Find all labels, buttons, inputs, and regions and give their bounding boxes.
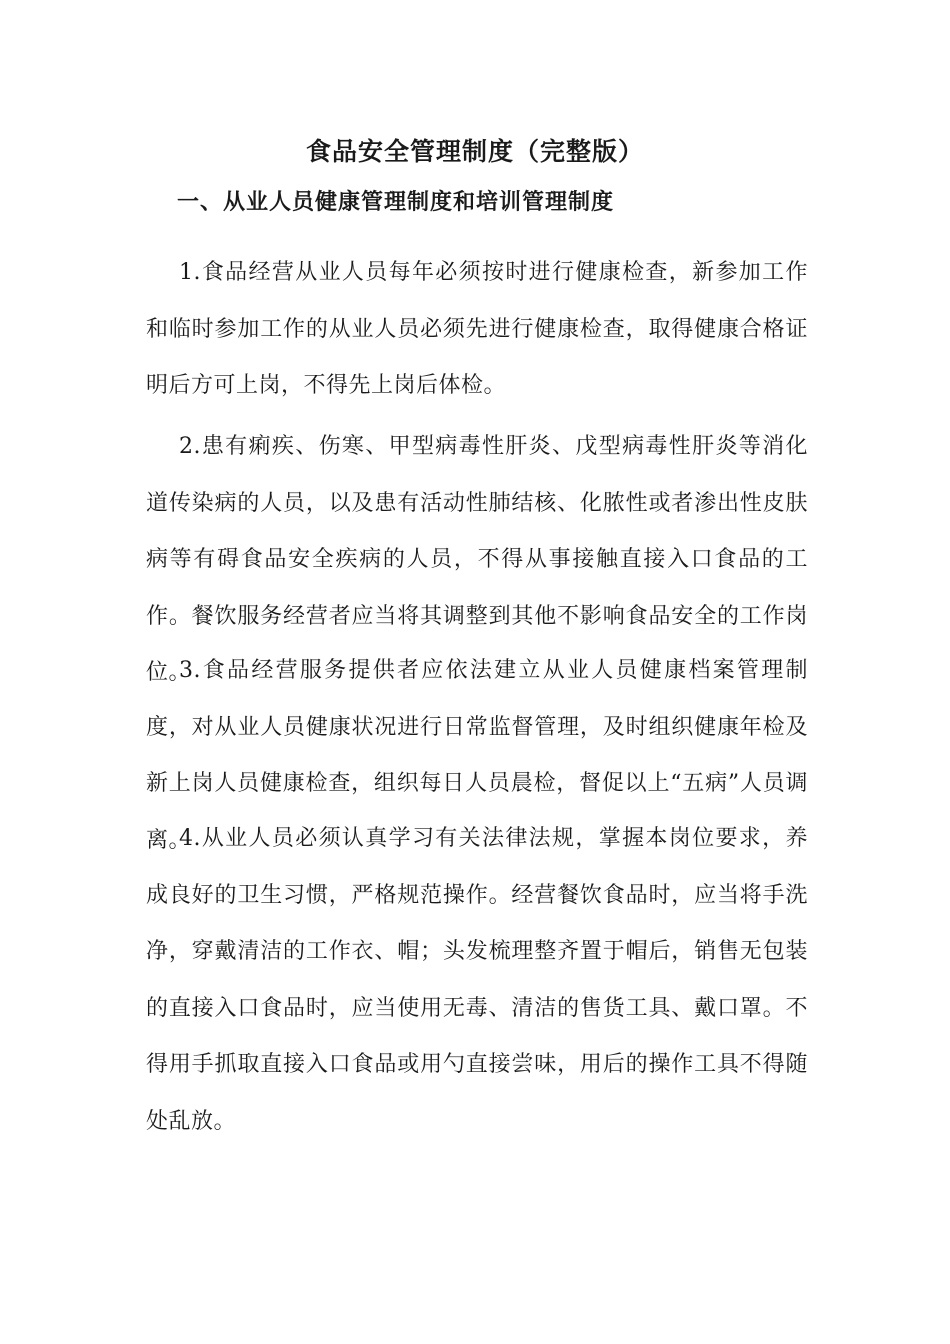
paragraph-2: 2.患有痢疾、伤寒、甲型病毒性肝炎、戊型病毒性肝炎等消化道传染病的人员，以及患有活动性肺结核、化脓性或者渗出性皮肤病等有碍食品安全疾病的人员，不得从事接触直接入口食品的工作。餐饮服务经营者应当将其调整到其他不影响食品安全的工作岗位。 <box>146 434 808 685</box>
section-heading: 一、从业人员健康管理制度和培训管理制度 <box>177 189 615 215</box>
paragraph-4: 4.从业人员必须认真学习有关法律法规，掌握本岗位要求，养成良好的卫生习惯，严格规范操作。经营餐饮食品时，应当将手洗净，穿戴清洁的工作衣、帽；头发梳理整齐置于帽后，销售无包装的直接入口食品时，应当使用无毒、清洁的售货工具、戴口罩。不得用手抓取直接入口食品或用勺直接尝味，用后的操作工具不得随处乱放。 <box>146 826 808 1134</box>
paragraph-3: 3.食品经营服务提供者应依法建立从业人员健康档案管理制度，对从业人员健康状况进行日常监督管理，及时组织健康年检及新上岗人员健康检查，组织每日人员晨检，督促以上“五病”人员调离。 <box>146 658 808 853</box>
document-title: 食品安全管理制度（完整版） <box>305 137 644 166</box>
paragraph-1: 1.食品经营从业人员每年必须按时进行健康检查，新参加工作和临时参加工作的从业人员必须先进行健康检查，取得健康合格证明后方可上岗，不得先上岗后体检。 <box>146 260 808 398</box>
